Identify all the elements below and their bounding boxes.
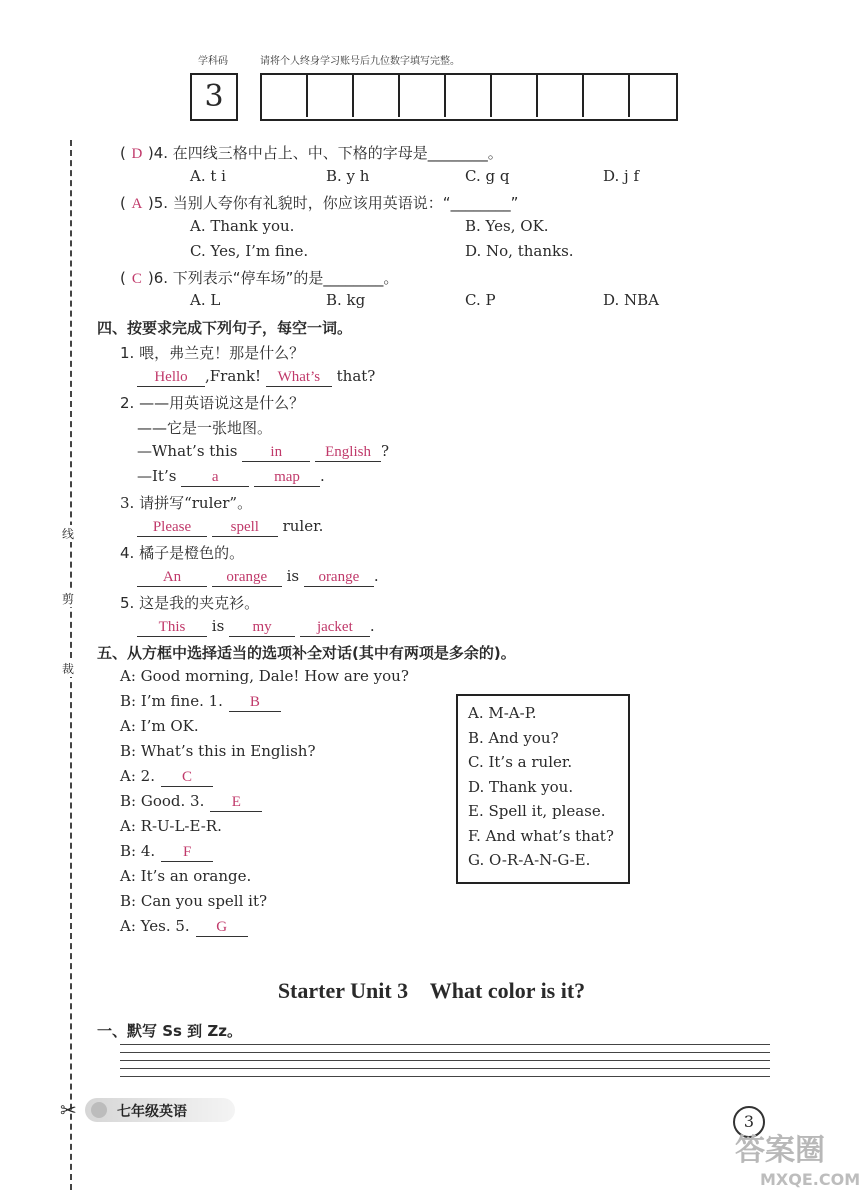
dialogue-text: B: I’m fine. 1. [120,692,223,710]
watermark-logo: 答案圈 [735,1133,825,1168]
option-item: G. O-R-A-N-G-E. [468,851,591,869]
p4-q3-sentence [137,517,323,537]
dialogue-text: A: I’m OK. [120,717,199,735]
answer-blank[interactable]: C [161,768,213,787]
writing-line[interactable] [120,1060,770,1061]
option-a: A. L [190,291,221,309]
answer-blank[interactable]: map [254,468,320,487]
sentence-text: is [211,617,225,635]
option-c: C. Yes, I’m fine. [190,242,309,260]
question-4: ( D )4. 在四线三格中占上、中、下格的字母是________。 [120,144,503,162]
p4-q1-prompt: 1. 喂，弗兰克！那是什么？ [120,344,305,362]
sentence-text: —What’s this [137,442,238,460]
sentence-text: ruler. [282,517,324,535]
option-item: C. It’s a ruler. [468,753,573,771]
dialogue-text: A: R-U-L-E-R. [120,817,222,835]
question-stem: )4. 在四线三格中占上、中、下格的字母是________。 [147,144,503,162]
decor-circle-icon [91,1102,107,1118]
sentence-text: is [286,567,300,585]
answer-blank[interactable]: my [229,618,295,637]
digit-cell[interactable] [262,75,308,117]
cut-mark-trim: 裁 [62,662,75,676]
digit-cell[interactable] [308,75,354,117]
section-5-heading: 五、从方框中选择适当的选项补全对话(其中有两项是多余的)。 [97,644,516,662]
digit-cell[interactable] [446,75,492,117]
dialogue-text: A: Good morning, Dale! How are you? [120,667,409,685]
p4-q4-sentence [137,567,379,587]
option-d: D. NBA [603,291,660,309]
answer-blank[interactable]: orange [304,568,374,587]
question-stem: )6. 下列表示“停车场”的是________。 [147,269,399,287]
option-a: A. Thank you. [190,217,295,235]
sentence-text: that? [336,367,376,385]
answer-blank[interactable]: What’s [266,368,332,387]
section-1-heading: 一、默写 Ss 到 Zz。 [97,1022,243,1040]
dialogue-line [120,842,213,862]
option-item: E. Spell it, please. [468,802,606,820]
answer-blank[interactable]: E [210,793,262,812]
option-d: D. j f [603,167,639,185]
question-stem: )5. 当别人夸你有礼貌时，你应该用英语说：“________” [147,194,519,212]
dialogue-text: A: It’s an orange. [120,867,252,885]
dialogue-text: B: 4. [120,842,156,860]
option-c: C. g q [465,167,510,185]
sentence-text: ? [381,442,390,460]
account-digits-box[interactable] [260,73,678,121]
p4-q2-prompt2: ——它是一张地图。 [137,419,273,437]
dialogue-line [120,817,222,835]
code-label: 学科码 [198,56,228,67]
cut-mark-cut: 剪 [62,592,75,606]
p4-q5-sentence [137,617,375,637]
answer-blank[interactable]: This [137,618,207,637]
answer-mark: C [131,271,142,287]
digit-cell[interactable] [630,75,674,117]
sentence-text: . [369,617,375,635]
p4-q5-prompt: 5. 这是我的夹克衫。 [120,594,260,612]
answer-blank[interactable]: orange [212,568,282,587]
option-item: A. M-A-P. [468,704,537,722]
cut-mark-line: 线 [62,527,75,541]
unit-title: Starter Unit 3 What color is it? [277,978,586,1003]
page-number: 3 [733,1106,765,1138]
writing-line[interactable] [120,1044,770,1045]
dialogue-text: B: What’s this in English? [120,742,316,760]
writing-line[interactable] [120,1052,770,1053]
p4-q4-prompt: 4. 橘子是橙色的。 [120,544,245,562]
digit-cell[interactable] [538,75,584,117]
option-b: B. y h [326,167,370,185]
p4-q2-prompt: 2. ——用英语说这是什么？ [120,394,305,412]
dialogue-line [120,867,251,885]
writing-line[interactable] [120,1076,770,1077]
watermark-url: MXQE.COM [760,1170,861,1189]
dialogue-text: B: Can you spell it? [120,892,268,910]
answer-blank[interactable]: Hello [137,368,205,387]
options-box [456,694,630,884]
answer-blank[interactable]: jacket [300,618,370,637]
p4-q2-sentence2 [137,467,325,487]
book-name: 七年级英语 [117,1104,187,1120]
sentence-text: ,Frank! [205,367,262,385]
code-instruction: 请将个人终身学习账号后九位数字填写完整。 [260,56,460,67]
answer-blank[interactable]: F [161,843,213,862]
answer-blank[interactable]: in [242,443,310,462]
answer-blank[interactable]: An [137,568,207,587]
answer-mark: A [131,196,143,212]
dialogue-line [120,717,199,735]
dialogue-text: B: Good. 3. [120,792,205,810]
answer-blank[interactable]: a [181,468,249,487]
question-5: ( A )5. 当别人夸你有礼貌时，你应该用英语说：“________” [120,194,519,212]
answer-blank[interactable]: spell [212,518,278,537]
digit-cell[interactable] [492,75,538,117]
option-item: D. Thank you. [468,777,574,796]
dialogue-line [120,692,281,712]
dialogue-line [120,667,409,685]
sentence-text: . [319,467,325,485]
option-b: B. Yes, OK. [465,217,549,235]
option-c: C. P [465,291,496,309]
answer-blank[interactable]: G [196,918,248,937]
dialogue-line [120,892,267,910]
option-a: A. t i [190,167,226,185]
answer-blank[interactable]: B [229,693,281,712]
writing-line[interactable] [120,1068,770,1069]
p4-q2-sentence1 [137,442,389,462]
digit-cell[interactable] [400,75,446,117]
footer-band [85,1098,235,1122]
option-d: D. No, thanks. [465,242,574,260]
scissors-icon: ✂ [60,1098,77,1122]
dialogue-line [120,767,213,787]
p4-q3-prompt: 3. 请拼写“ruler”。 [120,494,253,512]
answer-mark: D [131,146,143,162]
option-b: B. kg [326,291,366,309]
dialogue-text: A: 2. [120,767,155,785]
answer-blank[interactable]: Please [137,518,207,537]
sentence-text: . [373,567,379,585]
dialogue-text: A: Yes. 5. [120,917,190,935]
option-item: B. And you? [468,728,559,747]
question-6: ( C )6. 下列表示“停车场”的是________。 [120,269,399,287]
dialogue-line [120,792,262,812]
answer-blank[interactable]: English [315,443,381,462]
digit-cell[interactable] [584,75,630,117]
dialogue-line [120,917,248,937]
digit-cell[interactable] [354,75,400,117]
dialogue-line [120,742,316,760]
p4-q1-sentence [137,367,375,387]
subject-code-box: 3 [190,73,238,121]
sentence-text: —It’s [137,467,177,485]
section-4-heading: 四、按要求完成下列句子，每空一词。 [97,319,353,337]
option-item: F. And what’s that? [468,826,614,845]
